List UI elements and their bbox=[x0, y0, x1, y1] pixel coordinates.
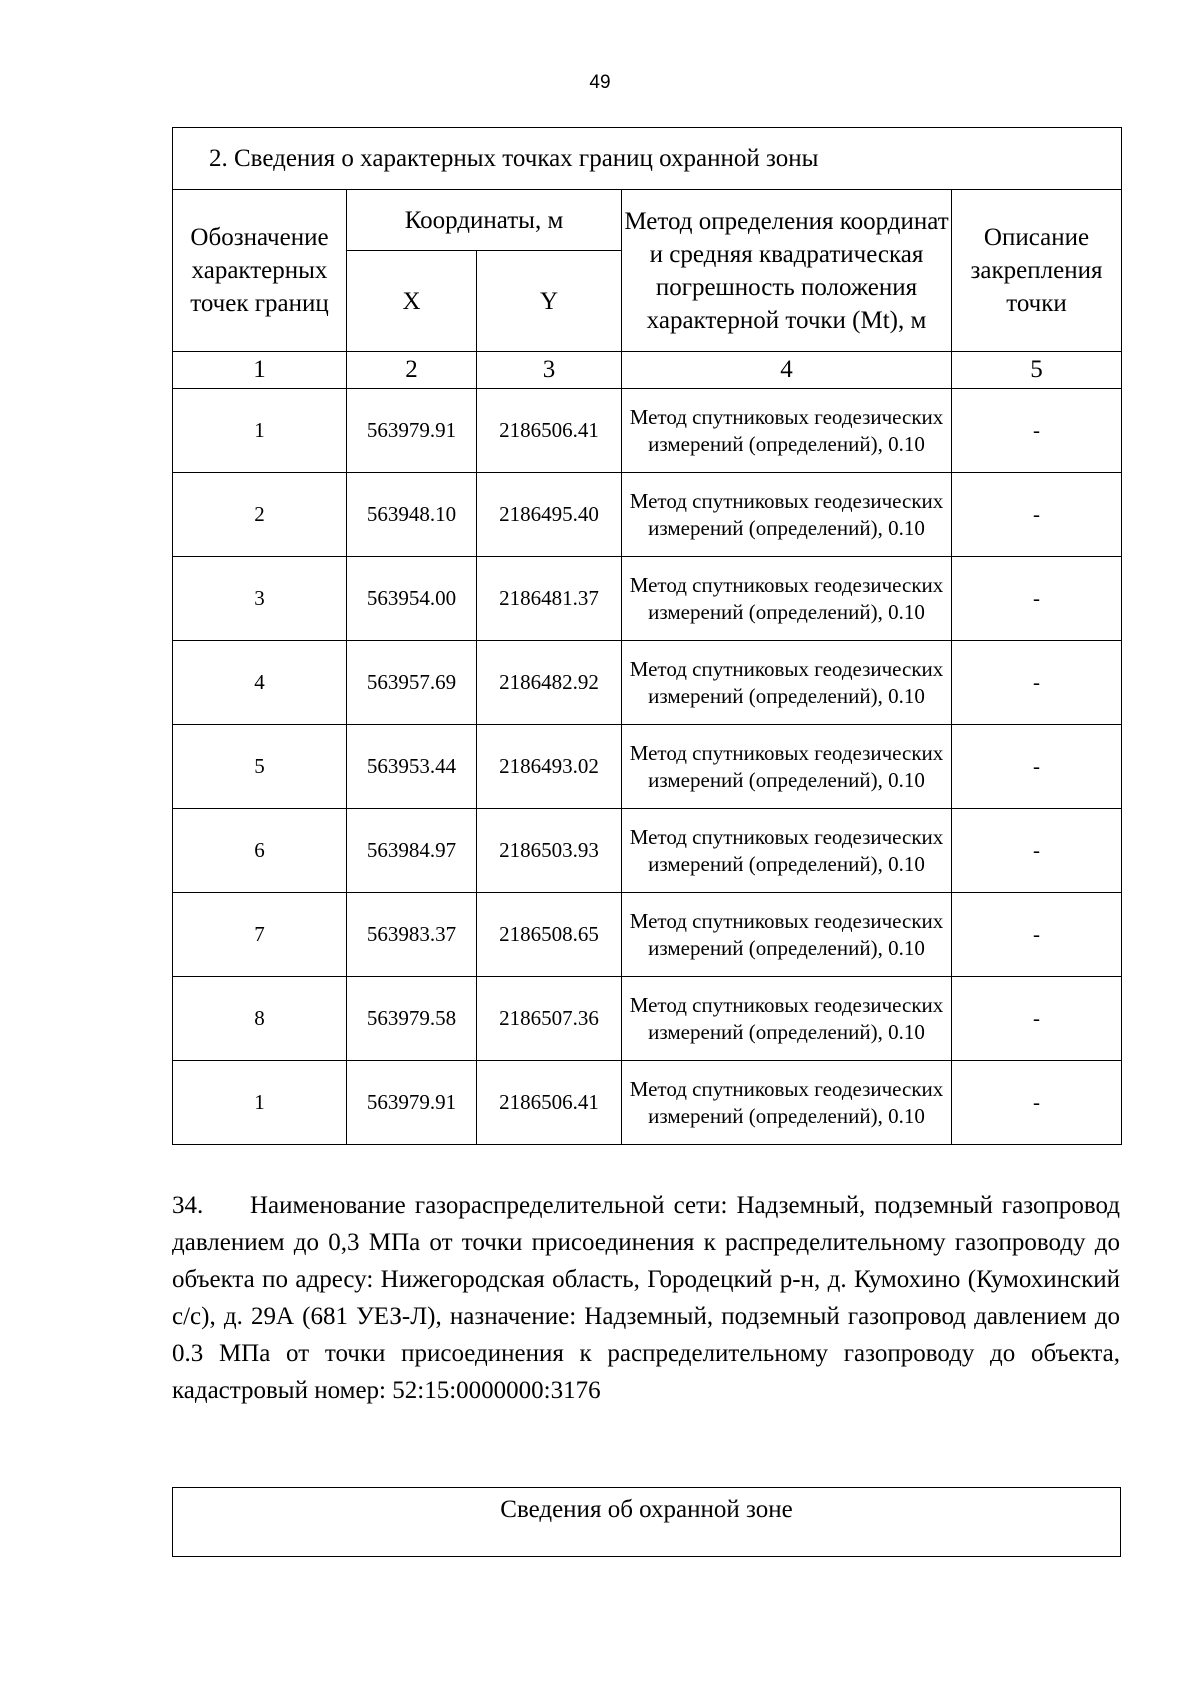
network-paragraph bbox=[172, 1187, 1120, 1409]
cell-point: 6 bbox=[173, 809, 347, 893]
table-row bbox=[173, 725, 1122, 809]
cell-description: - bbox=[952, 641, 1122, 725]
cell-method: Метод спутниковых геодезических измерений (определений), 0.10 bbox=[622, 893, 952, 977]
cell-point: 8 bbox=[173, 977, 347, 1061]
column-number: 1 bbox=[173, 352, 347, 389]
cell-method: Метод спутниковых геодезических измерений (определений), 0.10 bbox=[622, 557, 952, 641]
cell-point: 4 bbox=[173, 641, 347, 725]
cell-description: - bbox=[952, 557, 1122, 641]
cell-point: 3 bbox=[173, 557, 347, 641]
cell-method: Метод спутниковых геодезических измерений (определений), 0.10 bbox=[622, 977, 952, 1061]
column-number: 5 bbox=[952, 352, 1122, 389]
column-number: 2 bbox=[347, 352, 477, 389]
header-method: Метод определения координат и средняя квадратическая погрешность положения характерной точки (Mt), м bbox=[622, 190, 952, 352]
protection-zone-table bbox=[172, 1487, 1121, 1557]
cell-point: 1 bbox=[173, 389, 347, 473]
column-number: 3 bbox=[477, 352, 622, 389]
cell-point: 5 bbox=[173, 725, 347, 809]
boundary-points-table bbox=[172, 127, 1122, 1145]
table-row bbox=[173, 893, 1122, 977]
table-row bbox=[173, 641, 1122, 725]
table-row bbox=[173, 473, 1122, 557]
table-row bbox=[173, 809, 1122, 893]
cell-description: - bbox=[952, 809, 1122, 893]
table-row bbox=[173, 557, 1122, 641]
table-row bbox=[173, 1061, 1122, 1145]
cell-method: Метод спутниковых геодезических измерений (определений), 0.10 bbox=[622, 1061, 952, 1145]
cell-x: 563954.00 bbox=[347, 557, 477, 641]
cell-method: Метод спутниковых геодезических измерений (определений), 0.10 bbox=[622, 809, 952, 893]
cell-y: 2186503.93 bbox=[477, 809, 622, 893]
cell-method: Метод спутниковых геодезических измерений (определений), 0.10 bbox=[622, 473, 952, 557]
cell-description: - bbox=[952, 389, 1122, 473]
header-x: X bbox=[347, 251, 477, 352]
cell-y: 2186482.92 bbox=[477, 641, 622, 725]
header-description: Описание закрепления точки bbox=[952, 190, 1122, 352]
cell-x: 563983.37 bbox=[347, 893, 477, 977]
cell-method: Метод спутниковых геодезических измерений (определений), 0.10 bbox=[622, 641, 952, 725]
page-number: 49 bbox=[589, 72, 611, 93]
cell-description: - bbox=[952, 893, 1122, 977]
cell-point: 1 bbox=[173, 1061, 347, 1145]
header-y: Y bbox=[477, 251, 622, 352]
cell-x: 563948.10 bbox=[347, 473, 477, 557]
cell-point: 2 bbox=[173, 473, 347, 557]
cell-method: Метод спутниковых геодезических измерений (определений), 0.10 bbox=[622, 389, 952, 473]
section-title: 2. Сведения о характерных точках границ охранной зоны bbox=[173, 128, 1122, 190]
header-designation: Обозначение характерных точек границ bbox=[173, 190, 347, 352]
cell-y: 2186493.02 bbox=[477, 725, 622, 809]
cell-x: 563957.69 bbox=[347, 641, 477, 725]
cell-x: 563953.44 bbox=[347, 725, 477, 809]
cell-x: 563979.91 bbox=[347, 1061, 477, 1145]
cell-description: - bbox=[952, 725, 1122, 809]
column-number: 4 bbox=[622, 352, 952, 389]
cell-y: 2186507.36 bbox=[477, 977, 622, 1061]
cell-y: 2186506.41 bbox=[477, 389, 622, 473]
cell-description: - bbox=[952, 977, 1122, 1061]
cell-y: 2186481.37 bbox=[477, 557, 622, 641]
table-row bbox=[173, 389, 1122, 473]
header-coordinates: Координаты, м bbox=[347, 190, 622, 251]
paragraph-text: Наименование газораспределительной сети: Надземный, подземный газопровод давлением до 0,3 МПа от точки присоединения к распределительному газопроводу до объекта по адресу: Нижегородская область, Городецкий р-н, д. Кумохино (Кумохинский с/с), д. 29А (681 УЕЗ-Л), назначение: Надземный, подземный газопровод давлением до 0.3 МПа от точки присоединения к распределительному газопроводу до объекта, кадастровый номер: 52:15:0000000:3176 bbox=[172, 1192, 1120, 1404]
cell-description: - bbox=[952, 1061, 1122, 1145]
cell-y: 2186495.40 bbox=[477, 473, 622, 557]
cell-y: 2186508.65 bbox=[477, 893, 622, 977]
cell-y: 2186506.41 bbox=[477, 1061, 622, 1145]
column-numbers-row bbox=[173, 352, 1122, 389]
cell-description: - bbox=[952, 473, 1122, 557]
cell-point: 7 bbox=[173, 893, 347, 977]
cell-x: 563979.91 bbox=[347, 389, 477, 473]
cell-x: 563984.97 bbox=[347, 809, 477, 893]
cell-method: Метод спутниковых геодезических измерений (определений), 0.10 bbox=[622, 725, 952, 809]
cell-x: 563979.58 bbox=[347, 977, 477, 1061]
zone-table-title: Сведения об охранной зоне bbox=[173, 1488, 1121, 1557]
paragraph-number: 34. bbox=[172, 1192, 204, 1219]
table-row bbox=[173, 977, 1122, 1061]
